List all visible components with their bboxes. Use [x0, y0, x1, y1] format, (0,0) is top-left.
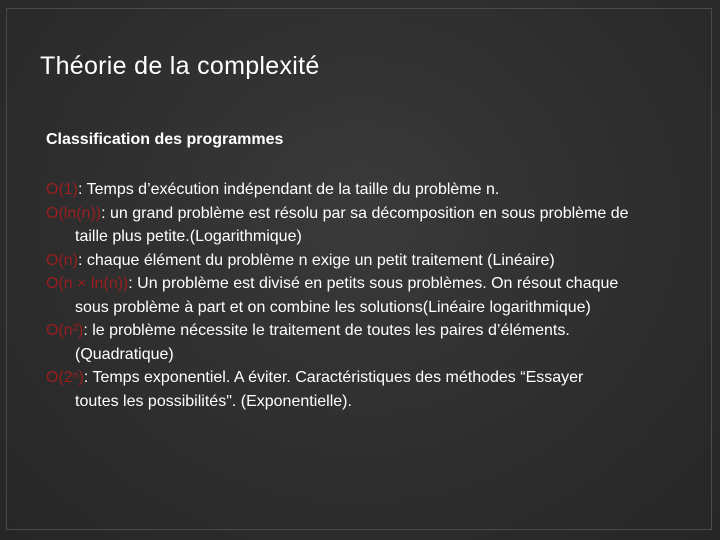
complexity-description: : chaque élément du problème n exige un petit traitement (Linéaire) — [78, 251, 555, 269]
complexity-code: O(n) — [46, 251, 78, 269]
complexity-description: : Temps d’exécution indépendant de la taille du problème n. — [78, 181, 500, 198]
list-item-linear — [46, 249, 631, 273]
list-item-logarithmic — [46, 202, 631, 249]
slide-title: Théorie de la complexité — [40, 52, 320, 80]
complexity-code: O(ln(n)) — [46, 204, 102, 222]
list-item-exponential — [46, 366, 631, 413]
complexity-code: O(n²) — [46, 322, 84, 339]
complexity-description: : un grand problème est résolu par sa décomposition en sous problème de taille plus petite.(Logarithmique) — [75, 204, 629, 245]
complexity-description: : le problème nécessite le traitement de toutes les paires d’éléments.(Quadratique) — [75, 322, 570, 363]
complexity-code: O(1) — [46, 181, 78, 198]
list-item-quadratic — [46, 319, 631, 366]
complexity-description: : Un problème est divisé en petits sous problèmes. On résout chaque sous problème à part et on combine les solutions(Linéaire logarithmique) — [75, 275, 619, 316]
complexity-description: : Temps exponentiel. A éviter. Caractéristiques des méthodes “Essayer toutes les possibilités". (Exponentielle). — [75, 369, 584, 410]
slide-subtitle: Classification des programmes — [46, 131, 284, 148]
list-item-constant — [46, 178, 631, 202]
list-item-linearithmic — [46, 272, 631, 319]
complexity-code: O(2ⁿ) — [46, 369, 84, 386]
complexity-list — [46, 178, 631, 413]
complexity-code: O(n × ln(n)) — [46, 275, 129, 292]
